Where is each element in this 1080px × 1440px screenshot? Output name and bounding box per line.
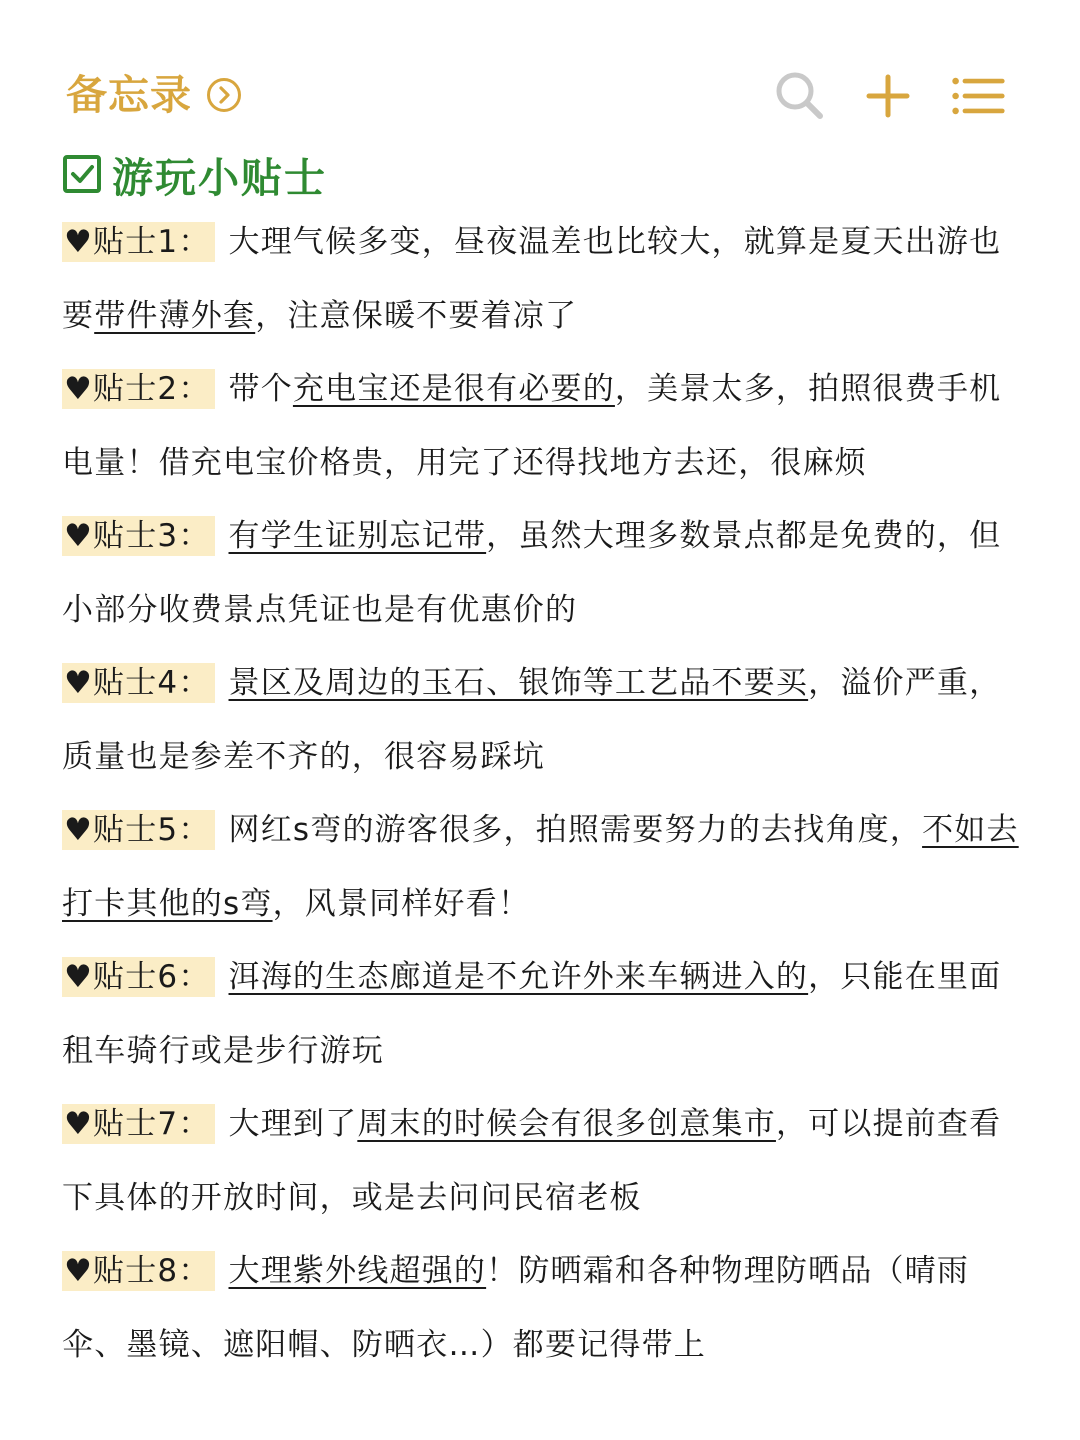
tip-label: ♥贴士8： (62, 1251, 215, 1291)
tip-text: ，风景同样好看！ (272, 885, 531, 922)
plus-icon (864, 72, 912, 120)
tip-text: 大理气候多变，昼夜温差也比较大，就算是夏天出游也要 (62, 224, 1002, 334)
tip-underlined-text: 有学生证别忘记带 (228, 518, 487, 554)
checkbox-icon[interactable] (62, 154, 102, 194)
tip-text: ，只能在里面租车骑行或是步行游玩 (62, 959, 1002, 1069)
tips-list (62, 206, 1022, 1382)
search-button[interactable] (772, 68, 828, 124)
search-icon (773, 69, 827, 123)
tip-item-5 (62, 794, 1022, 941)
tip-label: ♥贴士3： (62, 516, 215, 556)
tip-text: 网红s弯的游客很多，拍照需要努力的去找角度， (228, 812, 923, 848)
tip-text: ，可以提前查看下具体的开放时间，或是去问问民宿老板 (62, 1106, 1002, 1216)
tip-underlined-text: 不如去打卡其他的s弯 (62, 812, 1019, 922)
tip-item-6 (62, 941, 1022, 1088)
tip-underlined-text: 带件薄外套 (94, 297, 256, 334)
note-title (62, 146, 327, 202)
tip-label: ♥贴士5： (62, 810, 215, 850)
tip-label: ♥贴士2： (62, 369, 215, 409)
tip-underlined-text: 大理紫外线超强的 (228, 1253, 487, 1289)
tip-underlined-text: 景区及周边的玉石、银饰等工艺品不要买 (228, 665, 809, 701)
tip-item-7 (62, 1088, 1022, 1235)
list-menu-button[interactable] (950, 68, 1006, 124)
note-title-text: 游玩小贴士 (112, 153, 327, 202)
tip-item-2 (62, 353, 1022, 500)
back-to-notes-button[interactable] (66, 68, 242, 122)
tip-item-3 (62, 500, 1022, 647)
back-label: 备忘录 (66, 71, 192, 119)
tip-item-1 (62, 206, 1022, 353)
tip-text: ，虽然大理多数景点都是免费的，但小部分收费景点凭证也是有优惠价的 (62, 518, 1002, 628)
tip-text: ，美景太多，拍照很费手机电量！借充电宝价格贵，用完了还得找地方去还，很麻烦 (62, 371, 1002, 481)
tip-text: ！防晒霜和各种物理防晒品（晴雨伞、墨镜、遮阳帽、防晒衣…）都要记得带上 (62, 1253, 970, 1363)
tip-item-4 (62, 647, 1022, 794)
tip-label: ♥贴士1： (62, 222, 215, 262)
tip-item-8 (62, 1235, 1022, 1382)
tip-text: ，溢价严重，质量也是参差不齐的，很容易踩坑 (62, 665, 1002, 775)
tip-text: 大理到了 (228, 1106, 358, 1142)
tip-label: ♥贴士4： (62, 663, 215, 703)
top-bar (0, 0, 1080, 150)
tip-label: ♥贴士7： (62, 1104, 215, 1144)
tip-text: 带个 (228, 371, 293, 407)
tip-text: ，注意保暖不要着凉了 (255, 297, 578, 334)
tip-underlined-text: 充电宝还是很有必要的 (292, 371, 615, 407)
tip-label: ♥贴士6： (62, 957, 215, 997)
chevron-right-circle-icon (206, 77, 242, 113)
list-icon (950, 72, 1006, 120)
tip-underlined-text: 洱海的生态廊道是不允许外来车辆进入的 (228, 959, 809, 995)
tip-underlined-text: 周末的时候会有很多创意集市 (357, 1106, 776, 1142)
add-note-button[interactable] (860, 68, 916, 124)
